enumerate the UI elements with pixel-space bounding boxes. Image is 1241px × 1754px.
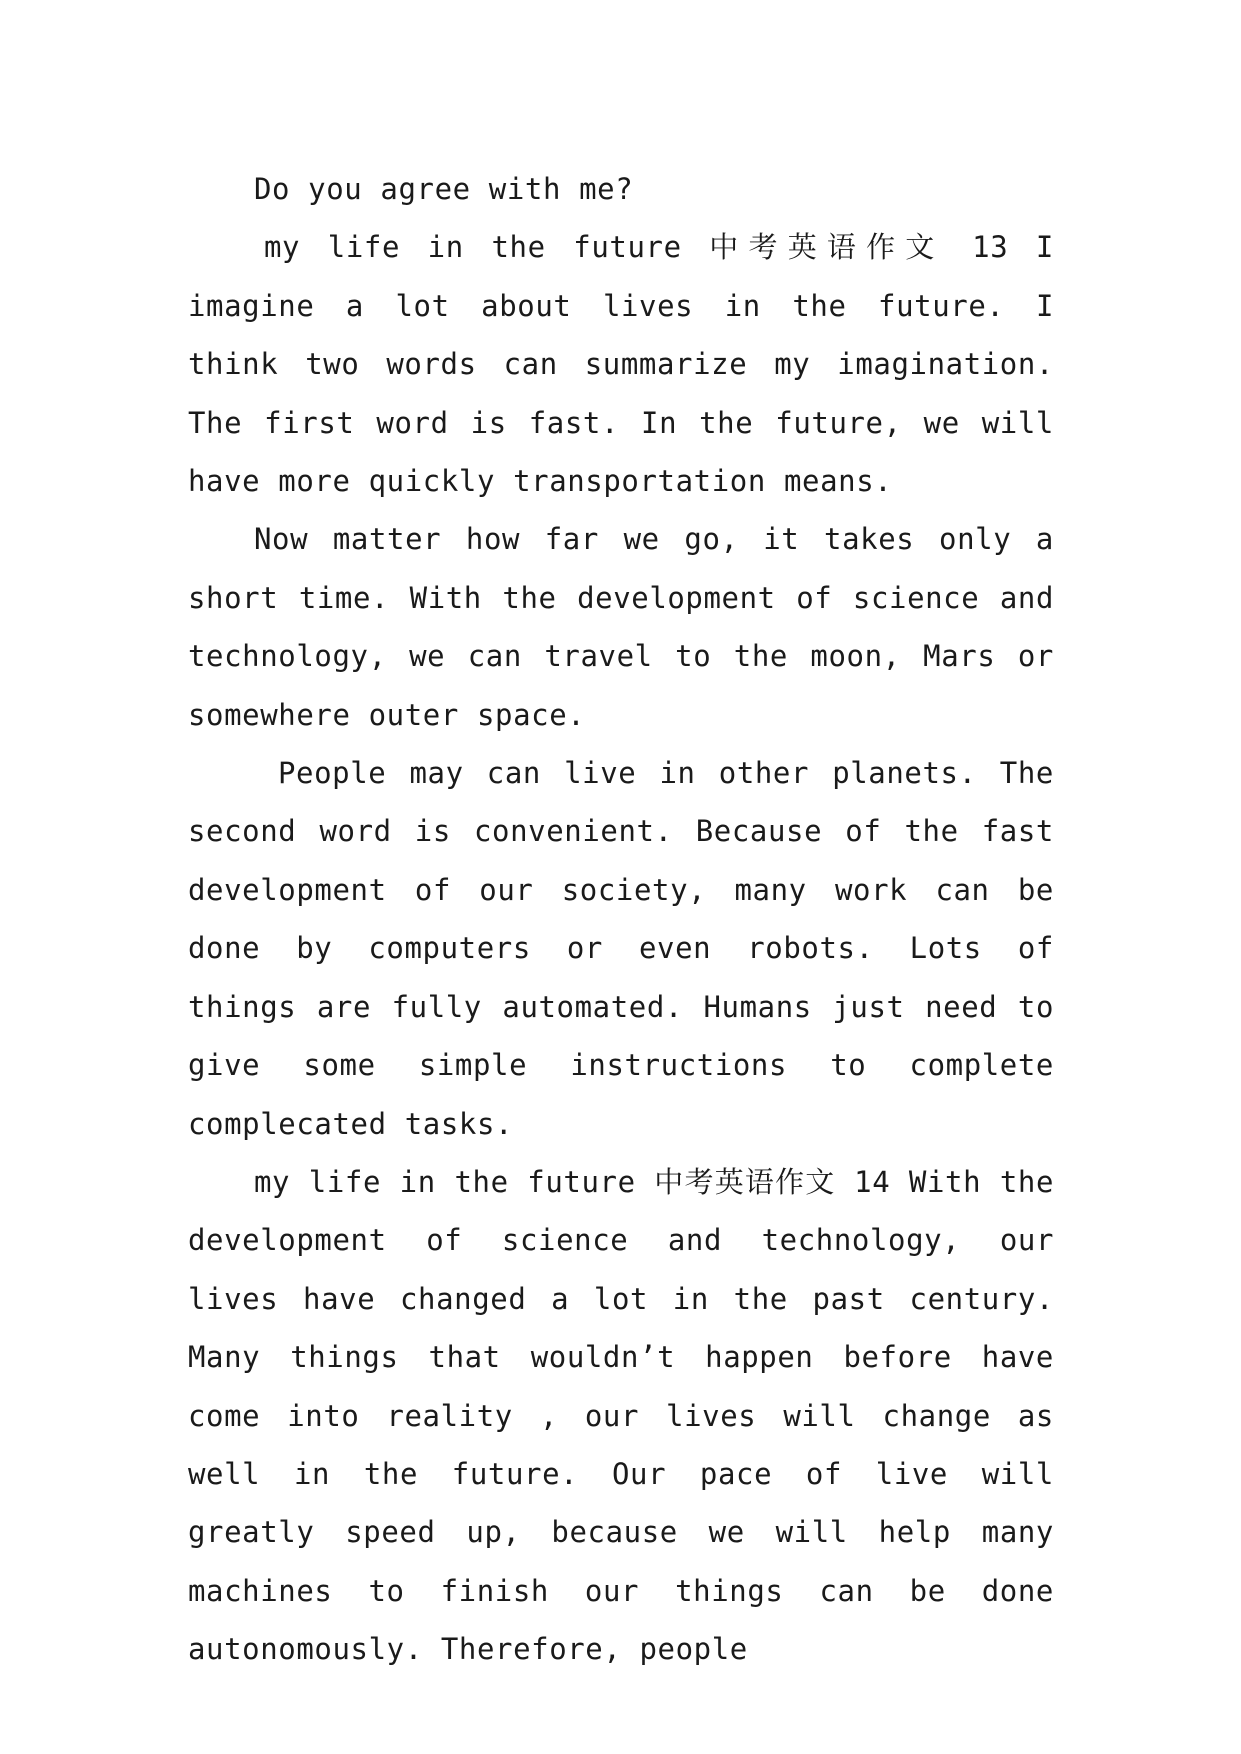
paragraph-convenient: People may can live in other planets. The second word is convenient. Because of the fast development of our society, many work can be done by computers or even robots. Lots of things are fully automated. Humans just need to give some simple instructions to complete complecated tasks. — [188, 756, 1054, 1141]
paragraph-essay-13-intro: my life in the future 中考英语作文 13 I imagine a lot about lives in the future. I think two words can summarize my imagination. The first word is fast. In the future, we will have more quickly transportation means. — [188, 230, 1054, 499]
paragraph-essay-14-intro: my life in the future 中考英语作文 14 With the development of science and technology, our lives have changed a lot in the past century. Many things that wouldn’t happen before have come into reality , our lives will change as well in the future. Our pace of live will greatly speed up, because we will help many machines to finish our things can be done autonomously. Therefore, people — [188, 1164, 1054, 1667]
document-body — [188, 160, 1054, 1679]
paragraph-distance: Now matter how far we go, it takes only a short time. With the development of science and technology, we can travel to the moon, Mars or somewhere outer space. — [188, 522, 1054, 732]
paragraph-question: Do you agree with me? — [254, 172, 634, 206]
